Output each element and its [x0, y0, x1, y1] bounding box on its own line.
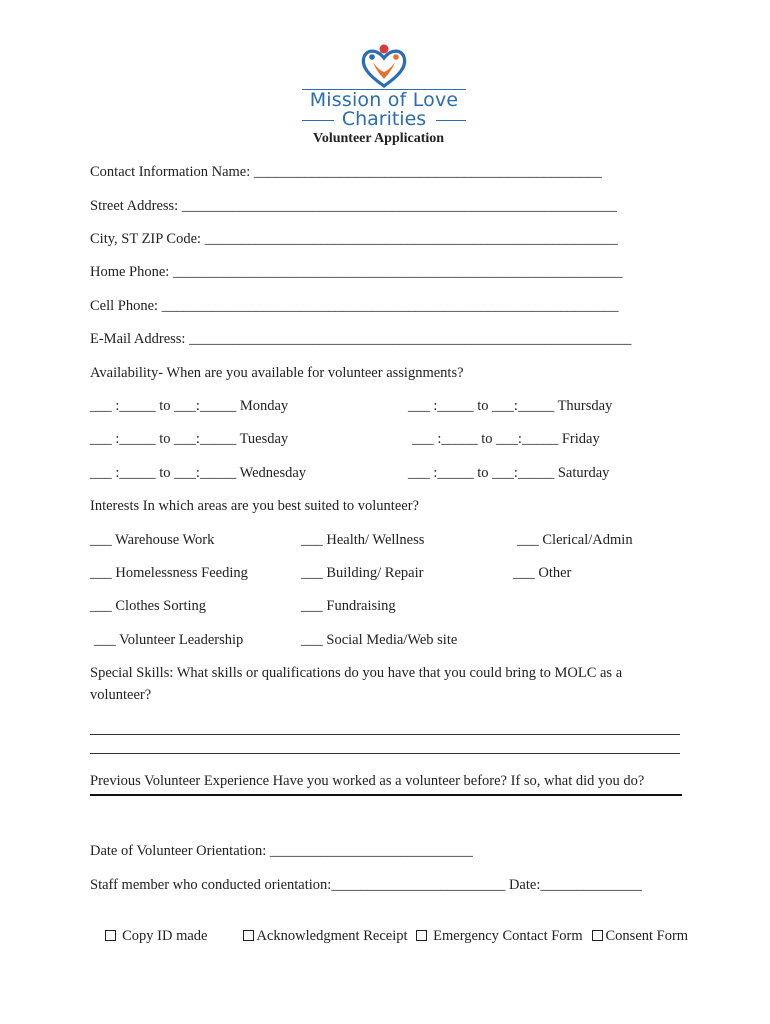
interest-building-repair[interactable]: ___ Building/ Repair [301, 565, 424, 581]
checkbox-square-icon[interactable] [243, 930, 254, 941]
orientation-date-field[interactable]: Date of Volunteer Orientation: ____________________________ [90, 843, 473, 859]
availability-wednesday[interactable]: ___ :_____ to ___:_____ Wednesday [90, 465, 307, 481]
availability-monday[interactable]: ___ :_____ to ___:_____ Monday [90, 398, 289, 414]
city-state-zip-field[interactable]: City, ST ZIP Code: _________________________________________________________ [90, 231, 618, 247]
contact-name-field[interactable]: Contact Information Name: ________________________________________________ [90, 164, 602, 180]
skills-answer-line-1[interactable] [90, 734, 680, 735]
availability-question: Availability- When are you available for volunteer assignments? [90, 365, 464, 381]
heart-people-logo-icon [358, 44, 410, 88]
checkbox-square-icon[interactable] [105, 930, 116, 941]
interest-social-media[interactable]: ___ Social Media/Web site [301, 632, 458, 648]
checkbox-label: Emergency Contact Form [433, 928, 583, 944]
experience-answer-line[interactable] [90, 794, 682, 796]
home-phone-field[interactable]: Home Phone: ______________________________________________________________ [90, 264, 623, 280]
cell-phone-field[interactable]: Cell Phone: _______________________________________________________________ [90, 298, 619, 314]
acknowledgment-receipt-checkbox[interactable] [228, 909, 408, 963]
interest-clothes-sorting[interactable]: ___ Clothes Sorting [90, 598, 207, 614]
checkbox-label: Copy ID made [122, 928, 208, 944]
copy-id-made-checkbox[interactable] [90, 909, 208, 963]
logo-right-rule [436, 120, 466, 121]
checkbox-label: Acknowledgment Receipt [256, 928, 408, 944]
interests-question: Interests In which areas are you best suited to volunteer? [90, 498, 419, 514]
street-address-field[interactable]: Street Address: ____________________________________________________________ [90, 198, 617, 214]
checkbox-square-icon[interactable] [416, 930, 427, 941]
interest-warehouse-work[interactable]: ___ Warehouse Work [90, 532, 215, 548]
form-title: Volunteer Application [313, 131, 445, 146]
interest-volunteer-leadership[interactable]: ___ Volunteer Leadership [94, 632, 244, 648]
interest-clerical-admin[interactable]: ___ Clerical/Admin [517, 532, 633, 548]
interest-homelessness-feeding[interactable]: ___ Homelessness Feeding [90, 565, 248, 581]
skills-answer-line-2[interactable] [90, 753, 680, 754]
interest-fundraising[interactable]: ___ Fundraising [301, 598, 396, 614]
orientation-staff-field[interactable]: Staff member who conducted orientation:________________________ Date:______________ [90, 877, 642, 893]
consent-form-checkbox[interactable] [577, 909, 688, 963]
special-skills-question-line1: Special Skills: What skills or qualifications do you have that you could bring to MOLC as a [90, 665, 623, 681]
interest-other[interactable]: ___ Other [513, 565, 572, 581]
logo-text-line1: Mission of Love [309, 89, 459, 111]
special-skills-question-line2: volunteer? [90, 687, 152, 703]
checkbox-label: Consent Form [605, 928, 689, 944]
availability-tuesday[interactable]: ___ :_____ to ___:_____ Tuesday [90, 431, 289, 447]
previous-experience-question: Previous Volunteer Experience Have you worked as a volunteer before? If so, what did you do? [90, 773, 645, 789]
logo-text-line2: Charities [341, 108, 427, 130]
interest-health-wellness[interactable]: ___ Health/ Wellness [301, 532, 425, 548]
availability-friday[interactable]: ___ :_____ to ___:_____ Friday [412, 431, 600, 447]
email-address-field[interactable]: E-Mail Address: _____________________________________________________________ [90, 331, 632, 347]
mission-of-love-logo [296, 44, 472, 130]
availability-saturday[interactable]: ___ :_____ to ___:_____ Saturday [408, 465, 610, 481]
availability-thursday[interactable]: ___ :_____ to ___:_____ Thursday [408, 398, 613, 414]
emergency-contact-form-checkbox[interactable] [401, 909, 583, 963]
checkbox-square-icon[interactable] [592, 930, 603, 941]
